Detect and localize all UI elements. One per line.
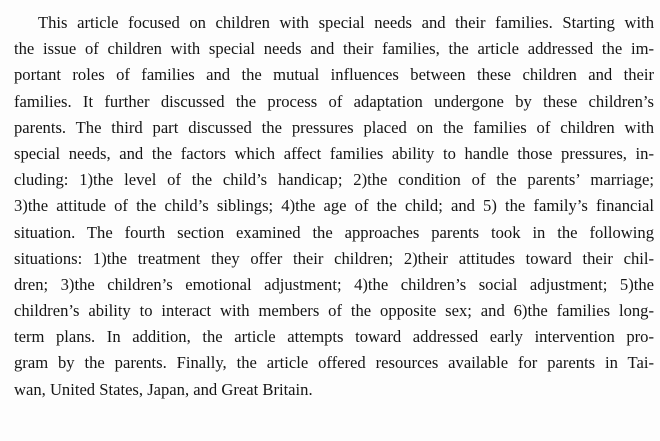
text-line: children’s ability to interact with members of the opposite sex; and 6)the families long- xyxy=(14,301,654,321)
text-line: 3)the attitude of the child’s siblings; 4)the age of the child; and 5) the family’s financial xyxy=(14,196,654,216)
text-line: special needs, and the factors which affect families ability to handle those pressures, in- xyxy=(14,143,654,163)
text-line: situations: 1)the treatment they offer their children; 2)their attitudes toward their chil- xyxy=(14,248,654,268)
text-line: This article focused on children with special needs and their families. Starting with xyxy=(38,13,654,32)
text-line: portant roles of families and the mutual influences between these children and their xyxy=(14,65,654,85)
text-line: parents. The third part discussed the pressures placed on the families of children with xyxy=(14,117,654,137)
abstract-paragraph xyxy=(14,10,654,403)
text-line: situation. The fourth section examined the approaches parents took in the following xyxy=(14,222,654,242)
text-line: wan, United States, Japan, and Great Britain. xyxy=(14,379,313,399)
text-line: families. It further discussed the process of adaptation undergone by these children’s xyxy=(14,91,654,111)
text-line: the issue of children with special needs and their families, the article addressed the im- xyxy=(14,39,654,59)
text-line: dren; 3)the children’s emotional adjustment; 4)the children’s social adjustment; 5)the xyxy=(14,274,654,294)
text-line: term plans. In addition, the article attempts toward addressed early intervention pro- xyxy=(14,327,654,347)
text-line: gram by the parents. Finally, the article offered resources available for parents in Tai- xyxy=(14,353,654,373)
text-line: cluding: 1)the level of the child’s handicap; 2)the condition of the parents’ marriage; xyxy=(14,170,654,190)
